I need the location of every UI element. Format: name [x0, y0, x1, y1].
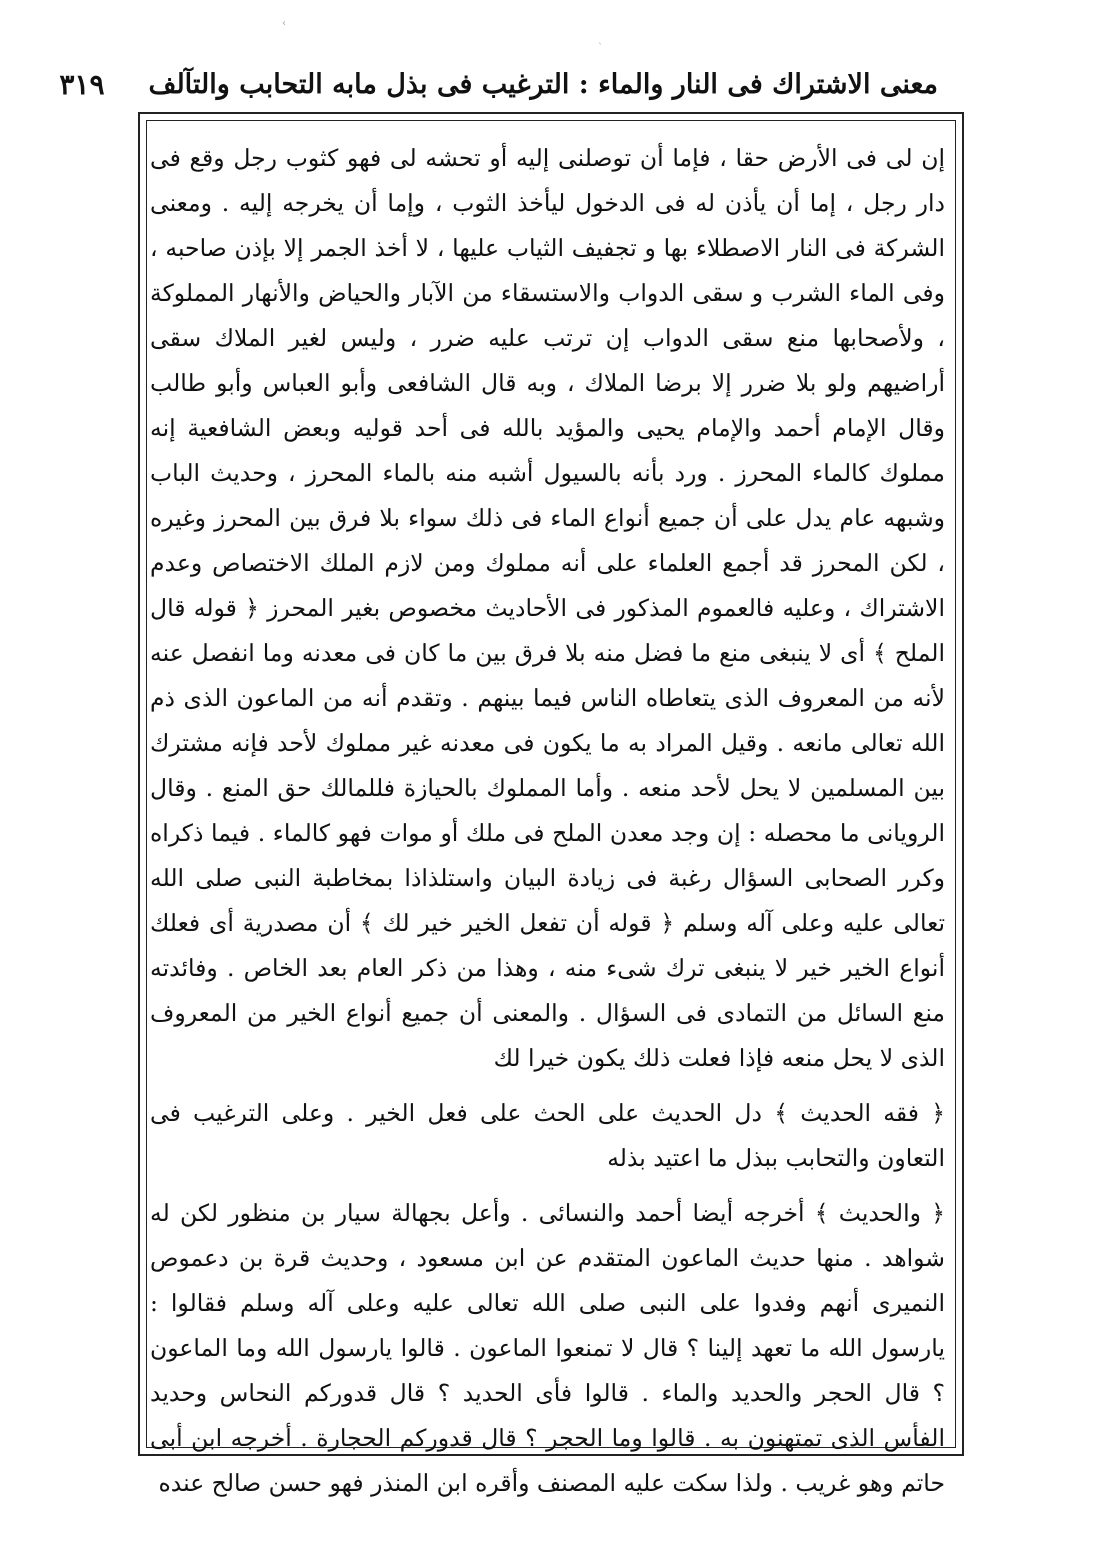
- page-number: ٣١٩: [59, 67, 105, 101]
- page-header: [59, 62, 938, 106]
- body-text: [150, 136, 945, 1497]
- scan-mark-top-right: ˎ: [598, 34, 603, 45]
- takhrij-paragraph: ﴿ والحديث ﴾ أخرجه أيضا أحمد والنسائى . وأعل بجهالة سيار بن منظور لكن له شواهد . منها حديث الماعون المتقدم عن ابن مسعود ، وحديث قرة بن دعموص النميرى أنهم وفدوا على النبى صلى الله تعالى عليه وعلى آله وسلم فقالوا : يارسول الله ما تعهد إلينا ؟ قال لا تمنعوا الماعون . قالوا يارسول الله وما الماعون ؟ قال الحجر والحديد والماء . قالوا فأى الحديد ؟ قال قدوركم النحاس وحديد الفأس الذى تمتهنون به . قالوا وما الحجر ؟ قال قدوركم الحجارة . أخرجه ابن أبى حاتم وهو غريب . ولذا سكت عليه المصنف وأقره ابن المنذر فهو حسن صالح عنده: [150, 1199, 945, 1497]
- commentary-paragraph: إن لى فى الأرض حقا ، فإما أن توصلنى إليه أو تحشه لى فهو كثوب رجل وقع فى دار رجل ، إما أن يأذن له فى الدخول ليأخذ الثوب ، وإما أن يخرجه إليه . ومعنى الشركة فى النار الاصطلاء بها و تجفيف الثياب عليها ، لا أخذ الجمر إلا بإذن صاحبه ، وفى الماء الشرب و سقى الدواب والاستسقاء من الآبار والحياض والأنهار المملوكة ، ولأصحابها منع سقى الدواب إن ترتب عليه ضرر ، وليس لغير الملاك سقى أراضيهم ولو بلا ضرر إلا برضا الملاك ، وبه قال الشافعى وأبو العباس وأبو طالب وقال الإمام أحمد والإمام يحيى والمؤيد بالله فى أحد قوليه وبعض الشافعية إنه مملوك كالماء المحرز . ورد بأنه بالسيول أشبه منه بالماء المحرز ، وحديث الباب وشبهه عام يدل على أن جميع أنواع الماء فى ذلك سواء بلا فرق بين المحرز وغيره ، لكن المحرز قد أجمع العلماء على أنه مملوك ومن لازم الملك الاختصاص وعدم الاشتراك ، وعليه فالعموم المذكور فى الأحاديث مخصوص بغير المحرز ﴿ قوله قال الملح ﴾ أى لا ينبغى منع ما فضل منه بلا فرق بين ما كان فى معدنه وما انفصل عنه لأنه من المعروف الذى يتعاطاه الناس فيما بينهم . وتقدم أنه من الماعون الذى ذم الله تعالى مانعه . وقيل المراد به ما يكون فى معدنه غير مملوك لأحد فإنه مشترك بين المسلمين لا يحل لأحد منعه . وأما المملوك بالحيازة فللمالك حق المنع . وقال الرويانى ما محصله : إن وجد معدن الملح فى ملك أو موات فهو كالماء . فيما ذكراه وكرر الصحابى السؤال رغبة فى زيادة البيان واستلذاذا بمخاطبة النبى صلى الله تعالى عليه وعلى آله وسلم ﴿ قوله أن تفعل الخير خير لك ﴾ أن مصدرية أى فعلك أنواع الخير خير لا ينبغى ترك شىء منه ، وهذا من ذكر العام بعد الخاص . وفائدته منع السائل من التمادى فى السؤال . والمعنى أن جميع أنواع الخير من المعروف الذى لا يحل منعه فإذا فعلت ذلك يكون خيرا لك: [150, 144, 945, 1072]
- fiqh-paragraph: ﴿ فقه الحديث ﴾ دل الحديث على الحث على فعل الخير . وعلى الترغيب فى التعاون والتحابب ببذل ما اعتيد بذله: [150, 1099, 945, 1172]
- scan-mark-top-left: ‹: [282, 18, 286, 29]
- running-head: معنى الاشتراك فى النار والماء : الترغيب فى بذل مابه التحابب والتآلف: [148, 68, 938, 100]
